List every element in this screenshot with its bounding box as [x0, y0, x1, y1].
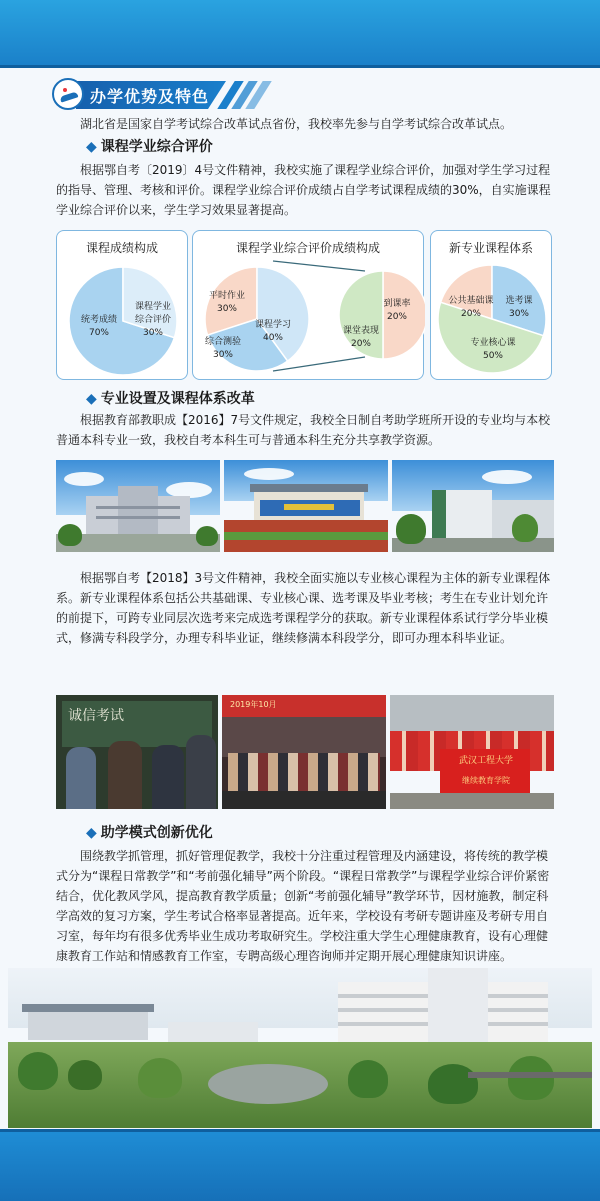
chart-svg: [57, 231, 189, 381]
slice-pct: 30%: [508, 309, 530, 319]
chart-title: 课程学业综合评价成绩构成: [235, 241, 380, 255]
header-stripes: [220, 81, 280, 109]
chart-title: 课程成绩构成: [85, 241, 158, 255]
chart-title: 新专业课程体系: [448, 241, 533, 255]
chart-new-curriculum: [430, 230, 552, 380]
slice-label: 课程学习: [254, 320, 292, 330]
slice-label-line1: 课程学业: [134, 302, 172, 312]
slice-pct: 40%: [262, 333, 284, 343]
chart-course-grade: [56, 230, 188, 380]
slice-pct: 20%: [460, 309, 482, 319]
diamond-icon: ◆: [86, 139, 97, 155]
diamond-icon: ◆: [86, 391, 97, 407]
banner-sub: 继续教育学院: [462, 776, 510, 785]
chart-evaluation-composition: [192, 230, 424, 380]
slice-pct: 30%: [216, 304, 238, 314]
slice-label: 课堂表现: [342, 326, 380, 336]
school-logo-icon: [52, 78, 84, 110]
slice-label: 统考成绩: [80, 315, 118, 325]
board-text: 诚信考试: [68, 708, 124, 724]
photo-teaching-building: [392, 460, 554, 552]
top-band: [0, 0, 600, 68]
slice-label: 专业核心课: [470, 338, 516, 348]
photo-campus-building: [56, 460, 220, 552]
curriculum-text-2: 根据鄂自考【2018】3号文件精神，我校全面实施以专业核心课程为主体的新专业课程体系。新专业课程体系包括公共基础课、专业核心课、选考课及毕业考核；考生在专业计划允许的前提下，可跨专业同层次选考来完成选考课程学分的获取。新专业课程体系试行学分毕业模式，修满专科段学分，办理专科毕业证，继续修满本科段学分，即可办理本科毕业证。: [56, 571, 551, 645]
photo-group-banner: [390, 695, 554, 809]
slice-label: 平时作业: [208, 291, 246, 301]
slice-pct: 70%: [88, 328, 110, 338]
screen-text: 2019年10月: [230, 700, 277, 709]
slice-label-line2: 综合评价: [134, 315, 172, 325]
chart-svg: [431, 231, 553, 381]
slice-pct: 30%: [142, 328, 164, 338]
slice-label: 公共基础课: [448, 296, 494, 306]
chart-svg: [193, 231, 425, 381]
content: [0, 68, 600, 1129]
photo-exam-inspection: [56, 695, 218, 809]
slice-pct: 30%: [212, 350, 234, 360]
slice-label: 选考课: [505, 296, 533, 306]
heading-evaluation: ◆ 课程学业综合评价: [86, 139, 213, 155]
heading-curriculum: ◆ 专业设置及课程体系改革: [86, 391, 255, 407]
diamond-icon: ◆: [86, 825, 97, 841]
slice-pct: 20%: [350, 339, 372, 349]
slice-label: 综合测验: [204, 337, 242, 347]
section-title: 办学优势及特色: [90, 87, 210, 106]
photo-award-ceremony: [222, 695, 386, 809]
heading-model: ◆ 助学模式创新优化: [86, 825, 213, 841]
curriculum-text: 根据教育部教职成【2016】7号文件规定，我校全日制自考助学班所开设的专业均与本校普通本科专业一致，我校自考本科生可与普通本科生充分共享教学资源。: [56, 413, 551, 447]
slice-label: 到课率: [383, 299, 411, 309]
slice-pct: 20%: [386, 312, 408, 322]
model-text: 围绕教学抓管理，抓好管理促教学，我校十分注重过程管理及内涵建设，将传统的教学模式分为“课程日常教学”和“考前强化辅导”两个阶段。“课程日常教学”与课程学业综合评价紧密结合，优化教风学风，提高教育教学质量；创新“考前强化辅导”教学环节，因材施教，制定科学高效的复习方案，学生考试合格率显著提高。近年来，学校设有考研专题讲座及考研专用自习室，每年均有很多优秀毕业生成功考取研究生。学校注重大学生心理健康教育，设有心理健康教育工作站和情感教育工作室，专聘高级心理咨询师并定期开展心理健康知识讲座。: [56, 849, 550, 963]
bottom-band: [0, 1129, 600, 1201]
evaluation-text: 根据鄂自考〔2019〕4号文件精神，我校实施了课程学业综合评价，加强对学生学习过程的指导、管理、考核和评价。课程学业综合评价成绩占自学考试课程成绩的30%，自实施课程学业综合评价以来，学生学习效果显著提高。: [56, 163, 551, 217]
section-header: [52, 78, 272, 112]
banner-text: 武汉工程大学: [458, 756, 513, 766]
photo-stadium: [224, 460, 388, 552]
connector-line: [273, 261, 365, 271]
slice-pct: 50%: [482, 351, 504, 361]
intro-text: 湖北省是国家自学考试综合改革试点省份，我校率先参与自学考试综合改革试点。: [80, 117, 513, 131]
campus-panorama: [8, 968, 592, 1128]
